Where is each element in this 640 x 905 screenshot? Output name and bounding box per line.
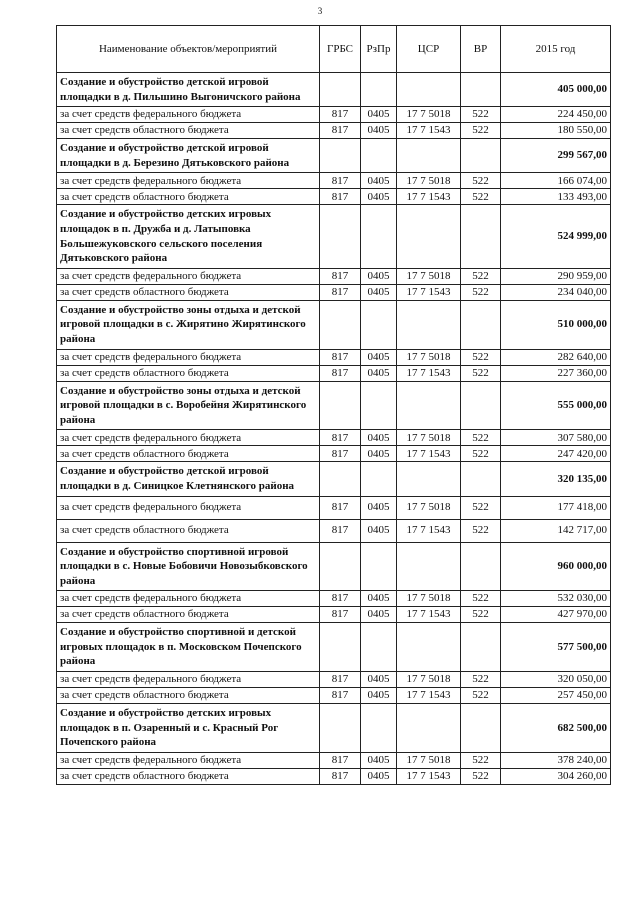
project-vr-empty: [461, 704, 501, 753]
funding-vr: 522: [461, 365, 501, 381]
funding-vr: 522: [461, 672, 501, 688]
funding-amount: 166 074,00: [501, 173, 611, 189]
funding-vr: 522: [461, 284, 501, 300]
funding-source: за счет средств федерального бюджета: [57, 268, 320, 284]
funding-csr: 17 7 5018: [397, 107, 461, 123]
funding-row: [57, 688, 611, 704]
project-name: Создание и обустройство спортивной игровой площадки в с. Новые Бобовичи Новозыбковского района: [57, 542, 320, 591]
table-header-row: [57, 26, 611, 73]
funding-rzpr: 0405: [361, 446, 397, 462]
funding-row: [57, 496, 611, 519]
funding-row: [57, 768, 611, 784]
project-row: [57, 704, 611, 753]
funding-vr: 522: [461, 496, 501, 519]
funding-row: [57, 752, 611, 768]
project-csr-empty: [397, 381, 461, 430]
header-csr: ЦСР: [397, 26, 461, 73]
funding-source: за счет средств федерального бюджета: [57, 591, 320, 607]
funding-row: [57, 672, 611, 688]
funding-csr: 17 7 1543: [397, 284, 461, 300]
funding-amount: 177 418,00: [501, 496, 611, 519]
funding-row: [57, 349, 611, 365]
funding-rzpr: 0405: [361, 768, 397, 784]
funding-amount: 142 717,00: [501, 519, 611, 542]
funding-amount: 224 450,00: [501, 107, 611, 123]
funding-grbs: 817: [320, 284, 361, 300]
project-vr-empty: [461, 73, 501, 107]
project-csr-empty: [397, 542, 461, 591]
funding-vr: 522: [461, 688, 501, 704]
project-grbs-empty: [320, 139, 361, 173]
funding-grbs: 817: [320, 107, 361, 123]
funding-grbs: 817: [320, 496, 361, 519]
project-total: 405 000,00: [501, 73, 611, 107]
funding-source: за счет средств федерального бюджета: [57, 430, 320, 446]
funding-grbs: 817: [320, 268, 361, 284]
funding-rzpr: 0405: [361, 268, 397, 284]
project-row: [57, 542, 611, 591]
project-csr-empty: [397, 623, 461, 672]
header-vr: ВР: [461, 26, 501, 73]
funding-row: [57, 591, 611, 607]
project-vr-empty: [461, 462, 501, 496]
project-name: Создание и обустройство детской игровой площадки в д. Синицкое Клетнянского района: [57, 462, 320, 496]
funding-source: за счет средств федерального бюджета: [57, 496, 320, 519]
funding-amount: 427 970,00: [501, 607, 611, 623]
project-row: [57, 462, 611, 496]
project-name: Создание и обустройство детских игровых площадок в п. Дружба и д. Латыповка Большежуковского сельского поселения Дятьковского района: [57, 205, 320, 268]
project-rzpr-empty: [361, 381, 397, 430]
funding-grbs: 817: [320, 349, 361, 365]
project-rzpr-empty: [361, 623, 397, 672]
project-rzpr-empty: [361, 73, 397, 107]
funding-source: за счет средств федерального бюджета: [57, 173, 320, 189]
funding-csr: 17 7 5018: [397, 268, 461, 284]
funding-csr: 17 7 5018: [397, 752, 461, 768]
funding-rzpr: 0405: [361, 284, 397, 300]
funding-grbs: 817: [320, 591, 361, 607]
funding-grbs: 817: [320, 607, 361, 623]
funding-grbs: 817: [320, 768, 361, 784]
project-rzpr-empty: [361, 139, 397, 173]
project-name: Создание и обустройство зоны отдыха и детской игровой площадки в с. Воробейня Жирятинского района: [57, 381, 320, 430]
funding-rzpr: 0405: [361, 123, 397, 139]
project-row: [57, 623, 611, 672]
funding-source: за счет средств областного бюджета: [57, 607, 320, 623]
funding-source: за счет средств федерального бюджета: [57, 752, 320, 768]
funding-rzpr: 0405: [361, 519, 397, 542]
funding-vr: 522: [461, 607, 501, 623]
project-grbs-empty: [320, 205, 361, 268]
project-rzpr-empty: [361, 300, 397, 349]
funding-amount: 180 550,00: [501, 123, 611, 139]
project-csr-empty: [397, 73, 461, 107]
funding-source: за счет средств федерального бюджета: [57, 349, 320, 365]
funding-csr: 17 7 5018: [397, 672, 461, 688]
project-row: [57, 73, 611, 107]
funding-rzpr: 0405: [361, 430, 397, 446]
funding-csr: 17 7 1543: [397, 768, 461, 784]
project-total: 320 135,00: [501, 462, 611, 496]
funding-vr: 522: [461, 107, 501, 123]
project-rzpr-empty: [361, 462, 397, 496]
project-vr-empty: [461, 623, 501, 672]
project-grbs-empty: [320, 381, 361, 430]
project-grbs-empty: [320, 542, 361, 591]
budget-table: [56, 25, 611, 785]
funding-row: [57, 173, 611, 189]
project-csr-empty: [397, 462, 461, 496]
funding-rzpr: 0405: [361, 591, 397, 607]
project-total: 682 500,00: [501, 704, 611, 753]
funding-source: за счет средств федерального бюджета: [57, 672, 320, 688]
project-total: 510 000,00: [501, 300, 611, 349]
funding-source: за счет средств областного бюджета: [57, 688, 320, 704]
funding-rzpr: 0405: [361, 365, 397, 381]
funding-source: за счет средств областного бюджета: [57, 446, 320, 462]
funding-grbs: 817: [320, 189, 361, 205]
funding-row: [57, 519, 611, 542]
funding-csr: 17 7 1543: [397, 688, 461, 704]
funding-source: за счет средств областного бюджета: [57, 519, 320, 542]
project-csr-empty: [397, 139, 461, 173]
project-csr-empty: [397, 205, 461, 268]
funding-source: за счет средств областного бюджета: [57, 768, 320, 784]
funding-vr: 522: [461, 446, 501, 462]
header-grbs: ГРБС: [320, 26, 361, 73]
funding-csr: 17 7 1543: [397, 607, 461, 623]
project-rzpr-empty: [361, 542, 397, 591]
project-total: 299 567,00: [501, 139, 611, 173]
funding-grbs: 817: [320, 519, 361, 542]
project-row: [57, 300, 611, 349]
funding-rzpr: 0405: [361, 107, 397, 123]
funding-row: [57, 268, 611, 284]
project-name: Создание и обустройство детской игровой площадки в д. Пильшино Выгоничского района: [57, 73, 320, 107]
funding-amount: 247 420,00: [501, 446, 611, 462]
funding-csr: 17 7 1543: [397, 446, 461, 462]
project-csr-empty: [397, 300, 461, 349]
funding-grbs: 817: [320, 430, 361, 446]
header-year: 2015 год: [501, 26, 611, 73]
header-name: Наименование объектов/мероприятий: [57, 26, 320, 73]
funding-source: за счет средств областного бюджета: [57, 365, 320, 381]
funding-csr: 17 7 1543: [397, 365, 461, 381]
funding-grbs: 817: [320, 752, 361, 768]
funding-vr: 522: [461, 768, 501, 784]
funding-amount: 227 360,00: [501, 365, 611, 381]
project-rzpr-empty: [361, 205, 397, 268]
project-name: Создание и обустройство детской игровой площадки в д. Березино Дятьковского района: [57, 139, 320, 173]
funding-rzpr: 0405: [361, 672, 397, 688]
funding-row: [57, 446, 611, 462]
funding-grbs: 817: [320, 173, 361, 189]
funding-rzpr: 0405: [361, 189, 397, 205]
funding-amount: 290 959,00: [501, 268, 611, 284]
funding-amount: 304 260,00: [501, 768, 611, 784]
funding-rzpr: 0405: [361, 349, 397, 365]
funding-row: [57, 189, 611, 205]
project-vr-empty: [461, 300, 501, 349]
funding-csr: 17 7 1543: [397, 123, 461, 139]
funding-rzpr: 0405: [361, 607, 397, 623]
project-row: [57, 381, 611, 430]
funding-amount: 320 050,00: [501, 672, 611, 688]
project-vr-empty: [461, 205, 501, 268]
project-vr-empty: [461, 542, 501, 591]
project-name: Создание и обустройство зоны отдыха и детской игровой площадки в с. Жирятино Жирятинского района: [57, 300, 320, 349]
funding-source: за счет средств областного бюджета: [57, 123, 320, 139]
project-grbs-empty: [320, 462, 361, 496]
funding-grbs: 817: [320, 672, 361, 688]
project-total: 960 000,00: [501, 542, 611, 591]
project-name: Создание и обустройство спортивной и детской игровых площадок в п. Московском Почепского района: [57, 623, 320, 672]
funding-vr: 522: [461, 349, 501, 365]
funding-amount: 378 240,00: [501, 752, 611, 768]
project-grbs-empty: [320, 623, 361, 672]
funding-amount: 257 450,00: [501, 688, 611, 704]
project-vr-empty: [461, 139, 501, 173]
project-grbs-empty: [320, 704, 361, 753]
project-rzpr-empty: [361, 704, 397, 753]
project-grbs-empty: [320, 73, 361, 107]
project-total: 524 999,00: [501, 205, 611, 268]
funding-amount: 234 040,00: [501, 284, 611, 300]
funding-row: [57, 365, 611, 381]
project-row: [57, 205, 611, 268]
funding-row: [57, 123, 611, 139]
funding-amount: 282 640,00: [501, 349, 611, 365]
funding-csr: 17 7 5018: [397, 173, 461, 189]
funding-row: [57, 107, 611, 123]
funding-rzpr: 0405: [361, 496, 397, 519]
project-row: [57, 139, 611, 173]
project-vr-empty: [461, 381, 501, 430]
funding-csr: 17 7 5018: [397, 430, 461, 446]
funding-rzpr: 0405: [361, 173, 397, 189]
funding-vr: 522: [461, 123, 501, 139]
funding-grbs: 817: [320, 123, 361, 139]
project-grbs-empty: [320, 300, 361, 349]
header-rzpr: РзПр: [361, 26, 397, 73]
funding-amount: 307 580,00: [501, 430, 611, 446]
funding-vr: 522: [461, 591, 501, 607]
project-total: 577 500,00: [501, 623, 611, 672]
funding-vr: 522: [461, 430, 501, 446]
funding-source: за счет средств областного бюджета: [57, 284, 320, 300]
funding-vr: 522: [461, 752, 501, 768]
funding-vr: 522: [461, 519, 501, 542]
funding-grbs: 817: [320, 365, 361, 381]
funding-amount: 133 493,00: [501, 189, 611, 205]
project-name: Создание и обустройство детских игровых площадок в п. Озаренный и с. Красный Рог Почепского района: [57, 704, 320, 753]
funding-csr: 17 7 5018: [397, 496, 461, 519]
funding-rzpr: 0405: [361, 752, 397, 768]
funding-csr: 17 7 5018: [397, 349, 461, 365]
funding-csr: 17 7 5018: [397, 591, 461, 607]
funding-grbs: 817: [320, 446, 361, 462]
project-csr-empty: [397, 704, 461, 753]
page-number: 3: [317, 6, 323, 16]
project-total: 555 000,00: [501, 381, 611, 430]
funding-row: [57, 430, 611, 446]
funding-rzpr: 0405: [361, 688, 397, 704]
funding-vr: 522: [461, 189, 501, 205]
funding-source: за счет средств областного бюджета: [57, 189, 320, 205]
funding-row: [57, 607, 611, 623]
funding-csr: 17 7 1543: [397, 519, 461, 542]
funding-vr: 522: [461, 268, 501, 284]
funding-row: [57, 284, 611, 300]
funding-source: за счет средств федерального бюджета: [57, 107, 320, 123]
funding-amount: 532 030,00: [501, 591, 611, 607]
funding-csr: 17 7 1543: [397, 189, 461, 205]
funding-grbs: 817: [320, 688, 361, 704]
funding-vr: 522: [461, 173, 501, 189]
